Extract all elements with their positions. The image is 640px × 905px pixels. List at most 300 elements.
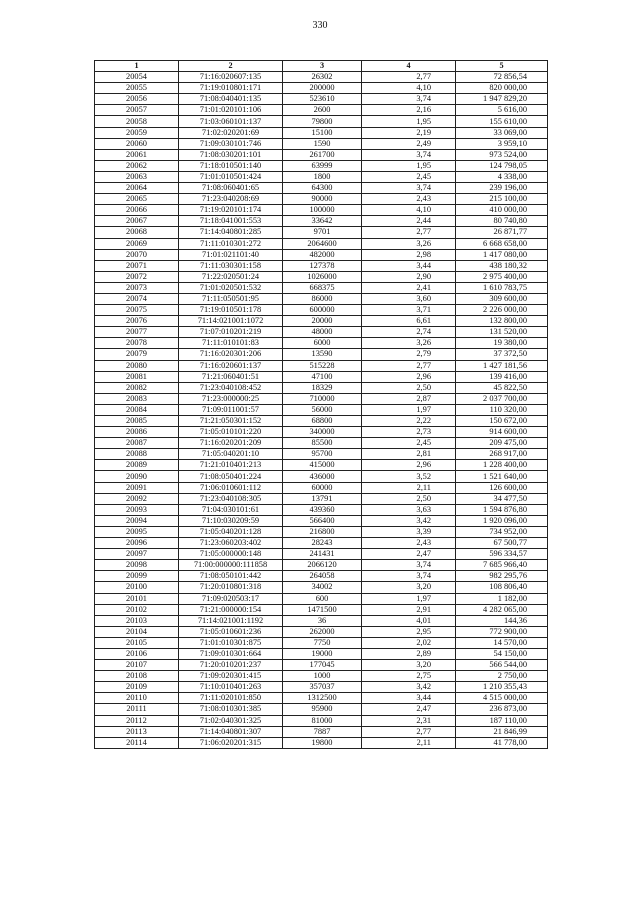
- table-cell: 2,45: [362, 171, 456, 182]
- table-cell: 71:03:060101:137: [179, 116, 283, 127]
- table-cell: 2,79: [362, 349, 456, 360]
- table-cell: 2,77: [362, 227, 456, 238]
- table-cell: 71:21:050301:152: [179, 416, 283, 427]
- table-cell: 71:21:010401:213: [179, 460, 283, 471]
- table-cell: 236 873,00: [456, 704, 548, 715]
- table-cell: 71:06:010601:112: [179, 482, 283, 493]
- table-cell: 309 600,00: [456, 293, 548, 304]
- table-cell: 71:05:040201:128: [179, 526, 283, 537]
- table-cell: 973 524,00: [456, 149, 548, 160]
- table-row: [95, 183, 548, 194]
- table-row: [95, 704, 548, 715]
- table-row: [95, 382, 548, 393]
- table-row: [95, 460, 548, 471]
- column-header: 1: [95, 61, 179, 72]
- table-cell: 7887: [283, 726, 362, 737]
- table-cell: 71:16:020601:137: [179, 360, 283, 371]
- table-cell: 71:09:010301:664: [179, 648, 283, 659]
- table-cell: 71:10:010401:263: [179, 682, 283, 693]
- table-cell: 71:23:040108:452: [179, 382, 283, 393]
- table-row: [95, 249, 548, 260]
- table-cell: 71:08:050101:442: [179, 571, 283, 582]
- table-cell: 2,43: [362, 194, 456, 205]
- table-cell: 3,26: [362, 338, 456, 349]
- table-cell: 60000: [283, 482, 362, 493]
- table-row: [95, 160, 548, 171]
- table-cell: 20064: [95, 183, 179, 194]
- table-cell: 410 000,00: [456, 205, 548, 216]
- table-cell: 71:04:030101:61: [179, 504, 283, 515]
- table-cell: 2 226 000,00: [456, 305, 548, 316]
- table-cell: 47100: [283, 371, 362, 382]
- table-row: [95, 626, 548, 637]
- table-cell: 415000: [283, 460, 362, 471]
- table-cell: 3,42: [362, 515, 456, 526]
- table-row: [95, 94, 548, 105]
- table-cell: 71:18:010501:140: [179, 160, 283, 171]
- table-cell: 2,91: [362, 604, 456, 615]
- table-cell: 340000: [283, 427, 362, 438]
- table-cell: 20066: [95, 205, 179, 216]
- table-cell: 2,87: [362, 393, 456, 404]
- table-cell: 1000: [283, 671, 362, 682]
- table-cell: 68800: [283, 416, 362, 427]
- table-cell: 20056: [95, 94, 179, 105]
- table-cell: 20096: [95, 538, 179, 549]
- table-cell: 187 110,00: [456, 715, 548, 726]
- table-cell: 1312500: [283, 693, 362, 704]
- table-row: [95, 216, 548, 227]
- table-row: [95, 338, 548, 349]
- table-cell: 20074: [95, 293, 179, 304]
- table-cell: 20077: [95, 327, 179, 338]
- table-cell: 71:09:030101:746: [179, 138, 283, 149]
- table-cell: 20099: [95, 571, 179, 582]
- table-row: [95, 682, 548, 693]
- table-cell: 71:23:060203:402: [179, 538, 283, 549]
- table-cell: 20067: [95, 216, 179, 227]
- table-row: [95, 260, 548, 271]
- table-cell: 2064600: [283, 238, 362, 249]
- table-cell: 71:20:010201:237: [179, 660, 283, 671]
- table-cell: 566 544,00: [456, 660, 548, 671]
- table-cell: 90000: [283, 194, 362, 205]
- column-header: 4: [362, 61, 456, 72]
- table-cell: 71:08:060401:65: [179, 183, 283, 194]
- table-cell: 261700: [283, 149, 362, 160]
- table-cell: 2,49: [362, 138, 456, 149]
- table-cell: 262000: [283, 626, 362, 637]
- table-cell: 439360: [283, 504, 362, 515]
- table-cell: 523610: [283, 94, 362, 105]
- table-cell: 71:23:040108:305: [179, 493, 283, 504]
- table-cell: 3,60: [362, 293, 456, 304]
- table-cell: 71:14:021001:1072: [179, 316, 283, 327]
- table-cell: 3,71: [362, 305, 456, 316]
- table-cell: 20060: [95, 138, 179, 149]
- table-cell: 132 800,00: [456, 316, 548, 327]
- table-cell: 71:08:010301:385: [179, 704, 283, 715]
- table-row: [95, 493, 548, 504]
- table-cell: 1,97: [362, 593, 456, 604]
- table-row: [95, 560, 548, 571]
- data-table-container: [94, 60, 547, 749]
- table-row: [95, 593, 548, 604]
- table-cell: 4 282 065,00: [456, 604, 548, 615]
- table-cell: 20058: [95, 116, 179, 127]
- table-cell: 71:14:021001:1192: [179, 615, 283, 626]
- table-cell: 2,75: [362, 671, 456, 682]
- table-cell: 71:16:020607:135: [179, 72, 283, 83]
- table-cell: 71:09:020301:415: [179, 671, 283, 682]
- table-row: [95, 526, 548, 537]
- table-cell: 1 920 096,00: [456, 515, 548, 526]
- table-cell: 6,61: [362, 316, 456, 327]
- table-cell: 20114: [95, 737, 179, 748]
- table-cell: 71:01:020101:106: [179, 105, 283, 116]
- table-cell: 131 520,00: [456, 327, 548, 338]
- table-cell: 37 372,50: [456, 349, 548, 360]
- table-cell: 71:02:020201:69: [179, 127, 283, 138]
- table-cell: 71:05:040201:10: [179, 449, 283, 460]
- table-cell: 4 338,00: [456, 171, 548, 182]
- table-cell: 20101: [95, 593, 179, 604]
- table-cell: 1 610 783,75: [456, 282, 548, 293]
- table-cell: 20102: [95, 604, 179, 615]
- table-cell: 20089: [95, 460, 179, 471]
- table-row: [95, 205, 548, 216]
- table-cell: 144,36: [456, 615, 548, 626]
- table-cell: 914 600,00: [456, 427, 548, 438]
- table-cell: 48000: [283, 327, 362, 338]
- table-cell: 3,39: [362, 526, 456, 537]
- table-cell: 177045: [283, 660, 362, 671]
- data-table: [94, 60, 548, 749]
- table-cell: 20076: [95, 316, 179, 327]
- table-cell: 20079: [95, 349, 179, 360]
- table-cell: 596 334,57: [456, 549, 548, 560]
- table-cell: 20072: [95, 271, 179, 282]
- table-cell: 6 668 658,00: [456, 238, 548, 249]
- table-row: [95, 194, 548, 205]
- table-cell: 71:19:010801:171: [179, 83, 283, 94]
- table-cell: 33642: [283, 216, 362, 227]
- table-cell: 71:01:010501:424: [179, 171, 283, 182]
- table-cell: 28243: [283, 538, 362, 549]
- table-row: [95, 693, 548, 704]
- table-cell: 2,11: [362, 482, 456, 493]
- table-cell: 95900: [283, 704, 362, 715]
- column-header: 5: [456, 61, 548, 72]
- table-cell: 357037: [283, 682, 362, 693]
- table-cell: 20063: [95, 171, 179, 182]
- table-cell: 600: [283, 593, 362, 604]
- table-cell: 19800: [283, 737, 362, 748]
- table-cell: 26 871,77: [456, 227, 548, 238]
- table-row: [95, 549, 548, 560]
- table-body: [95, 72, 548, 749]
- table-cell: 20111: [95, 704, 179, 715]
- table-cell: 71:11:030301:158: [179, 260, 283, 271]
- table-cell: 20084: [95, 404, 179, 415]
- table-cell: 436000: [283, 471, 362, 482]
- table-cell: 67 500,77: [456, 538, 548, 549]
- table-cell: 982 295,76: [456, 571, 548, 582]
- table-cell: 71:11:010301:272: [179, 238, 283, 249]
- table-cell: 71:16:020201:209: [179, 438, 283, 449]
- table-cell: 20108: [95, 671, 179, 682]
- table-row: [95, 427, 548, 438]
- table-row: [95, 72, 548, 83]
- table-cell: 20073: [95, 282, 179, 293]
- table-row: [95, 393, 548, 404]
- table-cell: 20075: [95, 305, 179, 316]
- table-cell: 72 856,54: [456, 72, 548, 83]
- table-cell: 20093: [95, 504, 179, 515]
- table-row: [95, 571, 548, 582]
- table-cell: 268 917,00: [456, 449, 548, 460]
- table-cell: 2066120: [283, 560, 362, 571]
- table-cell: 150 672,00: [456, 416, 548, 427]
- table-cell: 668375: [283, 282, 362, 293]
- table-cell: 710000: [283, 393, 362, 404]
- table-cell: 6000: [283, 338, 362, 349]
- table-cell: 81000: [283, 715, 362, 726]
- table-row: [95, 171, 548, 182]
- table-cell: 3 959,10: [456, 138, 548, 149]
- table-cell: 2,22: [362, 416, 456, 427]
- table-cell: 20078: [95, 338, 179, 349]
- table-cell: 71:19:010501:178: [179, 305, 283, 316]
- table-cell: 566400: [283, 515, 362, 526]
- table-cell: 772 900,00: [456, 626, 548, 637]
- table-cell: 2,43: [362, 538, 456, 549]
- table-cell: 3,74: [362, 149, 456, 160]
- table-row: [95, 604, 548, 615]
- table-cell: 20082: [95, 382, 179, 393]
- table-cell: 13791: [283, 493, 362, 504]
- table-cell: 1590: [283, 138, 362, 149]
- table-cell: 20068: [95, 227, 179, 238]
- table-row: [95, 615, 548, 626]
- table-row: [95, 660, 548, 671]
- table-cell: 2,73: [362, 427, 456, 438]
- table-cell: 71:14:040801:307: [179, 726, 283, 737]
- table-cell: 71:08:050401:224: [179, 471, 283, 482]
- table-cell: 127378: [283, 260, 362, 271]
- table-cell: 126 600,00: [456, 482, 548, 493]
- table-row: [95, 360, 548, 371]
- table-cell: 1,95: [362, 160, 456, 171]
- table-cell: 20107: [95, 660, 179, 671]
- table-cell: 20080: [95, 360, 179, 371]
- table-row: [95, 504, 548, 515]
- table-cell: 2,77: [362, 726, 456, 737]
- table-cell: 4 515 000,00: [456, 693, 548, 704]
- table-cell: 2 975 400,00: [456, 271, 548, 282]
- table-cell: 2,74: [362, 327, 456, 338]
- table-row: [95, 293, 548, 304]
- table-cell: 71:11:010101:83: [179, 338, 283, 349]
- table-cell: 820 000,00: [456, 83, 548, 94]
- table-cell: 2,89: [362, 648, 456, 659]
- table-cell: 71:07:010201:219: [179, 327, 283, 338]
- table-row: [95, 316, 548, 327]
- table-cell: 3,20: [362, 582, 456, 593]
- table-cell: 4,10: [362, 205, 456, 216]
- table-cell: 54 150,00: [456, 648, 548, 659]
- table-cell: 20090: [95, 471, 179, 482]
- table-row: [95, 305, 548, 316]
- table-cell: 1 182,00: [456, 593, 548, 604]
- table-cell: 515228: [283, 360, 362, 371]
- table-cell: 80 740,80: [456, 216, 548, 227]
- table-cell: 71:05:010101:220: [179, 427, 283, 438]
- table-row: [95, 238, 548, 249]
- table-cell: 20105: [95, 637, 179, 648]
- table-cell: 1 210 355,43: [456, 682, 548, 693]
- table-row: [95, 271, 548, 282]
- table-cell: 4,01: [362, 615, 456, 626]
- table-cell: 20065: [95, 194, 179, 205]
- table-cell: 2,02: [362, 637, 456, 648]
- table-cell: 239 196,00: [456, 183, 548, 194]
- table-cell: 139 416,00: [456, 371, 548, 382]
- table-cell: 482000: [283, 249, 362, 260]
- table-row: [95, 227, 548, 238]
- table-cell: 71:05:010601:236: [179, 626, 283, 637]
- table-row: [95, 371, 548, 382]
- table-cell: 108 806,40: [456, 582, 548, 593]
- table-cell: 1800: [283, 171, 362, 182]
- table-cell: 19 380,00: [456, 338, 548, 349]
- table-cell: 3,42: [362, 682, 456, 693]
- table-cell: 2,41: [362, 282, 456, 293]
- table-cell: 71:23:000000:25: [179, 393, 283, 404]
- table-cell: 7750: [283, 637, 362, 648]
- table-cell: 20109: [95, 682, 179, 693]
- table-cell: 438 180,32: [456, 260, 548, 271]
- table-cell: 1,97: [362, 404, 456, 415]
- table-cell: 2,50: [362, 382, 456, 393]
- table-cell: 216800: [283, 526, 362, 537]
- table-cell: 3,74: [362, 571, 456, 582]
- table-cell: 71:21:060401:51: [179, 371, 283, 382]
- table-cell: 71:11:050501:95: [179, 293, 283, 304]
- table-cell: 20070: [95, 249, 179, 260]
- table-cell: 2,45: [362, 438, 456, 449]
- table-cell: 71:08:040401:135: [179, 94, 283, 105]
- table-row: [95, 715, 548, 726]
- table-cell: 26302: [283, 72, 362, 83]
- table-cell: 1 594 876,80: [456, 504, 548, 515]
- table-cell: 41 778,00: [456, 737, 548, 748]
- table-row: [95, 83, 548, 94]
- table-cell: 9701: [283, 227, 362, 238]
- table-cell: 34 477,50: [456, 493, 548, 504]
- table-cell: 3,52: [362, 471, 456, 482]
- table-cell: 2,47: [362, 549, 456, 560]
- table-cell: 215 100,00: [456, 194, 548, 205]
- table-cell: 20083: [95, 393, 179, 404]
- table-cell: 124 798,05: [456, 160, 548, 171]
- table-cell: 71:00:000000:111858: [179, 560, 283, 571]
- table-row: [95, 515, 548, 526]
- table-row: [95, 648, 548, 659]
- table-row: [95, 416, 548, 427]
- table-cell: 45 822,50: [456, 382, 548, 393]
- table-cell: 600000: [283, 305, 362, 316]
- table-cell: 20061: [95, 149, 179, 160]
- table-cell: 71:08:030201:101: [179, 149, 283, 160]
- table-cell: 2,47: [362, 704, 456, 715]
- table-cell: 2,44: [362, 216, 456, 227]
- table-cell: 71:09:020503:17: [179, 593, 283, 604]
- table-cell: 5 616,00: [456, 105, 548, 116]
- table-cell: 3,74: [362, 94, 456, 105]
- table-cell: 1 521 640,00: [456, 471, 548, 482]
- table-row: [95, 327, 548, 338]
- table-cell: 20071: [95, 260, 179, 271]
- table-cell: 2,77: [362, 72, 456, 83]
- table-row: [95, 482, 548, 493]
- table-cell: 3,74: [362, 183, 456, 194]
- table-cell: 71:01:021101:40: [179, 249, 283, 260]
- table-cell: 209 475,00: [456, 438, 548, 449]
- table-cell: 56000: [283, 404, 362, 415]
- table-cell: 13590: [283, 349, 362, 360]
- table-cell: 71:22:020501:24: [179, 271, 283, 282]
- table-cell: 155 610,00: [456, 116, 548, 127]
- table-cell: 3,63: [362, 504, 456, 515]
- table-row: [95, 471, 548, 482]
- table-cell: 20100: [95, 582, 179, 593]
- table-row: [95, 349, 548, 360]
- table-cell: 33 069,00: [456, 127, 548, 138]
- table-cell: 7 685 966,40: [456, 560, 548, 571]
- table-cell: 2600: [283, 105, 362, 116]
- table-cell: 64300: [283, 183, 362, 194]
- table-row: [95, 282, 548, 293]
- table-cell: 1 947 829,20: [456, 94, 548, 105]
- table-cell: 20057: [95, 105, 179, 116]
- table-cell: 20092: [95, 493, 179, 504]
- table-cell: 3,20: [362, 660, 456, 671]
- table-cell: 20069: [95, 238, 179, 249]
- table-cell: 200000: [283, 83, 362, 94]
- table-cell: 18329: [283, 382, 362, 393]
- table-row: [95, 127, 548, 138]
- table-cell: 110 320,00: [456, 404, 548, 415]
- table-cell: 20094: [95, 515, 179, 526]
- column-header: 2: [179, 61, 283, 72]
- table-row: [95, 582, 548, 593]
- table-cell: 36: [283, 615, 362, 626]
- table-cell: 71:11:020101:850: [179, 693, 283, 704]
- table-cell: 20110: [95, 693, 179, 704]
- table-cell: 20113: [95, 726, 179, 737]
- table-cell: 2,95: [362, 626, 456, 637]
- table-cell: 71:18:041001:553: [179, 216, 283, 227]
- table-cell: 14 570,00: [456, 637, 548, 648]
- table-cell: 20000: [283, 316, 362, 327]
- table-cell: 20085: [95, 416, 179, 427]
- table-cell: 71:06:020201:315: [179, 737, 283, 748]
- table-cell: 20062: [95, 160, 179, 171]
- table-cell: 20103: [95, 615, 179, 626]
- table-cell: 20106: [95, 648, 179, 659]
- table-cell: 71:23:040208:69: [179, 194, 283, 205]
